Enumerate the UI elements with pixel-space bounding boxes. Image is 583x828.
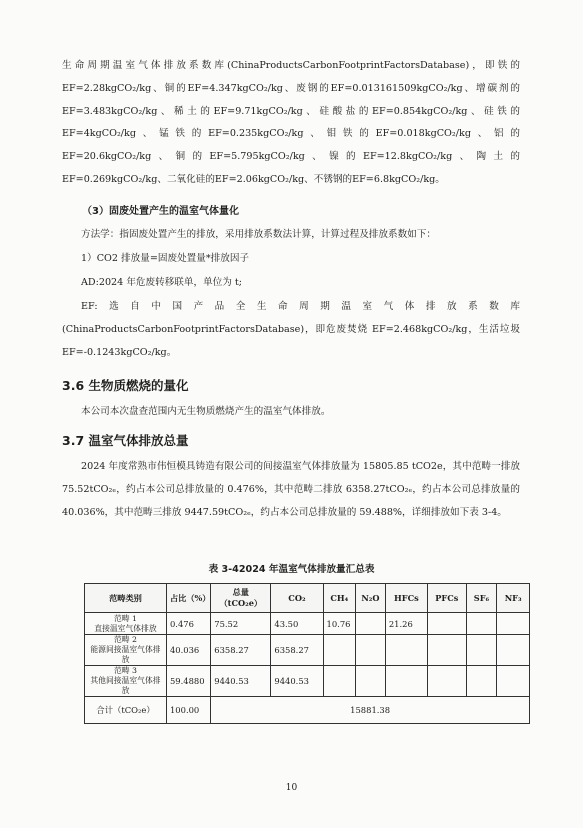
heading-3-6: 3.6 生物质燃烧的量化 [62, 378, 189, 393]
cell-nf3 [497, 666, 530, 697]
page-number: 10 [285, 783, 298, 793]
header-category: 范畴类别 [85, 584, 167, 613]
cell-co2: 43.50 [271, 613, 323, 635]
cell-n2o [356, 635, 386, 666]
cell-category [85, 635, 167, 666]
cell-percent: 40.036 [166, 635, 210, 666]
table-row [85, 613, 530, 635]
cell-sum-total: 15881.38 [211, 697, 530, 724]
cell-n2o [356, 613, 386, 635]
category-name: 范畴 3 [113, 666, 137, 675]
table-row [85, 666, 530, 697]
cell-sum-label: 合计（tCO₂e） [85, 697, 167, 724]
cell-hfcs: 21.26 [385, 613, 427, 635]
cell-percent: 0.476 [166, 613, 210, 635]
cell-sf6 [466, 635, 497, 666]
cell-nf3 [497, 613, 530, 635]
cell-total: 9440.53 [211, 666, 271, 697]
category-desc: 其他间接温室气体排放 [90, 676, 161, 695]
cell-co2: 9440.53 [271, 666, 323, 697]
cell-category [85, 666, 167, 697]
cell-sf6 [466, 666, 497, 697]
paragraph-3-7: 2024 年度常熟市伟恒模具铸造有限公司的间接温室气体排放量为 15805.85 tCO2e，其中范畴一排放 75.52tCO₂ₑ，约占本公司总排放量的 0.476%，其中范畴二排放 6358.27tCO₂ₑ，约占本公司总排放量的 40.036%，其中范畴三排放 9447.59tCO₂ₑ，约占本公司总排放量的 59.488%，详细排放如下表 3-4。 [62, 461, 520, 518]
paragraph-3-6: 本公司本次盘查范围内无生物质燃烧产生的温室气体排放。 [81, 406, 331, 417]
cell-ch4 [323, 666, 356, 697]
header-nf3: NF₃ [497, 584, 530, 613]
cell-pfcs [427, 635, 466, 666]
cell-co2: 6358.27 [271, 635, 323, 666]
cell-hfcs [385, 666, 427, 697]
intro-paragraph: 生命周期温室气体排放系数库(ChinaProductsCarbonFootprintFactorsDatabase)，即铁的EF=2.28kgCO₂/kg、铜的EF=4.347kgCO₂/kg、废钢的EF=0.013161509kgCO₂/kg、增碳剂的EF=3.483kgCO₂/kg、稀土的EF=9.71kgCO₂/kg、硅酸盐的EF=0.854kgCO₂/kg、硅铁的EF=4kgCO₂/kg、锰铁的EF=0.235kgCO₂/kg、钼铁的EF=0.018kgCO₂/kg、铝的EF=20.6kgCO₂/kg、铜的EF=5.795kgCO₂/kg、镍的EF=12.8kgCO₂/kg、陶土的EF=0.269kgCO₂/kg、二氧化硅的EF=2.06kgCO₂/kg、不锈钢的EF=6.8kgCO₂/kg。 [62, 60, 520, 185]
header-hfcs: HFCs [385, 584, 427, 613]
cell-percent: 59.4880 [166, 666, 210, 697]
cell-sum-percent: 100.00 [166, 697, 210, 724]
heading-3-7: 3.7 温室气体排放总量 [62, 433, 189, 448]
cell-total: 6358.27 [211, 635, 271, 666]
cell-category [85, 613, 167, 635]
cell-n2o [356, 666, 386, 697]
category-desc: 直接温室气体排放 [94, 623, 157, 633]
cell-ch4: 10.76 [323, 613, 356, 635]
category-name: 范畴 2 [113, 635, 137, 644]
header-total: 总量（tCO₂e） [211, 584, 271, 613]
cell-ch4 [323, 635, 356, 666]
header-ch4: CH₄ [323, 584, 356, 613]
cell-total: 75.52 [211, 613, 271, 635]
table-header-row [85, 584, 530, 613]
cell-pfcs [427, 666, 466, 697]
section-heading-solid-waste: （3）固废处置产生的温室气体量化 [82, 206, 239, 217]
header-percent: 占比（%） [166, 584, 210, 613]
ef-paragraph: EF:选自中国产品全生命周期温室气体排放系数库(ChinaProductsCarbonFootprintFactorsDatabase)，即危废焚烧 EF=2.468kgCO₂/kg，生活垃圾 EF=-0.1243kgCO₂/kg。 [62, 301, 520, 358]
table-caption: 表 3-42024 年温室气体排放量汇总表 [208, 564, 375, 575]
header-n2o: N₂O [356, 584, 386, 613]
cell-nf3 [497, 635, 530, 666]
category-name: 范畴 1 [113, 613, 137, 623]
cell-sf6 [466, 613, 497, 635]
emissions-summary-table [84, 583, 530, 724]
header-pfcs: PFCs [427, 584, 466, 613]
category-desc: 能源间接温室气体排放 [90, 645, 161, 664]
cell-hfcs [385, 635, 427, 666]
header-co2: CO₂ [271, 584, 323, 613]
method-line: 方法学：指固废处置产生的排放，采用排放系数法计算，计算过程及排放系数如下： [81, 229, 436, 240]
ad-line: AD:2024 年危废转移联单，单位为 t; [81, 277, 242, 288]
formula-line: 1）CO2 排放量=固废处置量*排放因子 [81, 253, 250, 264]
header-sf6: SF₆ [466, 584, 497, 613]
table-row [85, 635, 530, 666]
cell-pfcs [427, 613, 466, 635]
table-sum-row [85, 697, 530, 724]
